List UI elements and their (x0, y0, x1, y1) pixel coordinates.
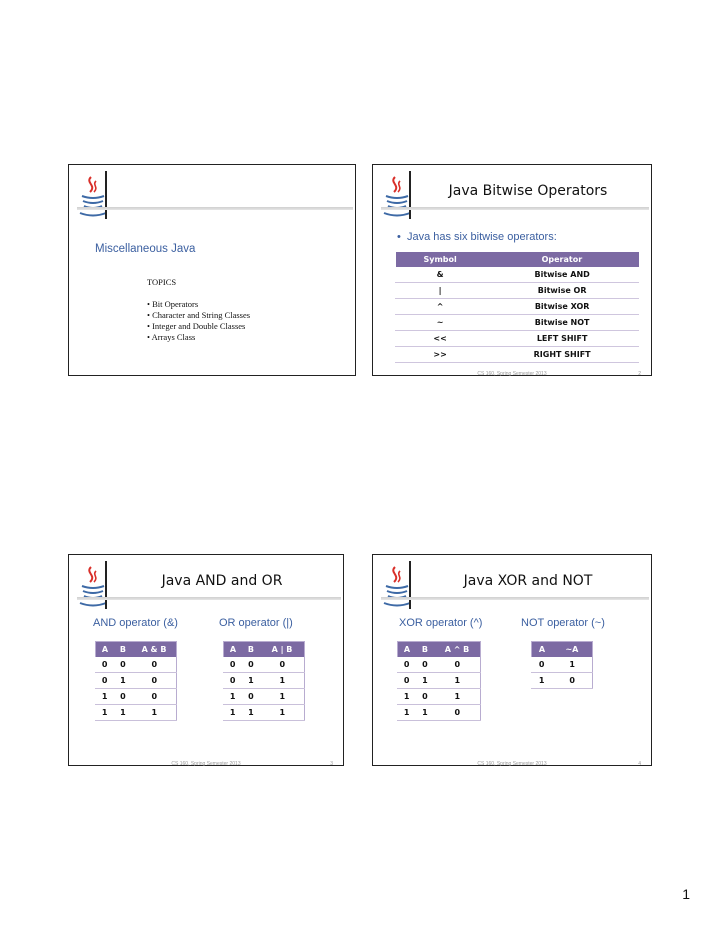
table-row: >> RIGHT SHIFT (396, 347, 640, 363)
slide-3 (68, 554, 344, 766)
table-row: 0 0 0 (398, 657, 481, 673)
col-header-symbol: Symbol (396, 252, 485, 267)
table-row: 0 0 0 (224, 657, 305, 673)
table-row: & Bitwise AND (396, 267, 640, 283)
table-row: 1 1 1 (224, 705, 305, 721)
slide-4 (372, 554, 652, 766)
table-row: 0 1 0 (96, 673, 177, 689)
footer-text: CS 160, Spring Semester 2013 (171, 761, 241, 767)
footer-page: 3 (330, 761, 333, 767)
not-operator-label: NOT operator (~) (521, 617, 605, 629)
topics-list (147, 277, 250, 343)
slide-2 (372, 164, 652, 376)
slide-title: Java XOR and NOT (463, 573, 593, 589)
footer-page: 4 (638, 761, 641, 767)
table-row: 0 1 1 (398, 673, 481, 689)
table-row: 1 0 1 (398, 689, 481, 705)
topic-item: • Arrays Class (147, 332, 196, 342)
or-operator-label: OR operator (|) (219, 617, 293, 629)
slide-1 (68, 164, 356, 376)
topic-item: • Integer and Double Classes (147, 321, 246, 331)
slide-title: Java AND and OR (161, 573, 283, 589)
bullet-text: • Java has six bitwise operators: (397, 231, 557, 243)
table-row: 0 1 1 (224, 673, 305, 689)
table-row: 1 1 1 (96, 705, 177, 721)
divider-vertical (409, 171, 411, 219)
table-row: << LEFT SHIFT (396, 331, 640, 347)
table-row: 1 1 0 (398, 705, 481, 721)
table-row: 1 0 1 (224, 689, 305, 705)
divider-horizontal (381, 207, 649, 210)
topic-item: • Character and String Classes (147, 310, 251, 320)
slide-title: Java Bitwise Operators (448, 183, 608, 199)
topics-label: TOPICS (147, 277, 177, 287)
table-row: ~ Bitwise NOT (396, 315, 640, 331)
divider-horizontal (381, 597, 649, 600)
and-truth-table: A B A & B 0 0 0 0 1 0 1 0 0 1 1 1 (95, 641, 177, 721)
table-row: 1 0 0 (96, 689, 177, 705)
divider-vertical (409, 561, 411, 609)
table-row: | Bitwise OR (396, 283, 640, 299)
col-header-operator: Operator (485, 252, 639, 267)
not-truth-table: A ~A 0 1 1 0 (531, 641, 593, 689)
and-operator-label: AND operator (&) (93, 617, 178, 629)
divider-horizontal (77, 207, 353, 210)
xor-truth-table: A B A ^ B 0 0 0 0 1 1 1 0 1 1 1 0 (397, 641, 481, 721)
footer-text: CS 160, Spring Semester 2013 (477, 761, 547, 767)
footer-page: 2 (638, 371, 641, 377)
table-row: 1 0 (532, 673, 593, 689)
page-number: 1 (682, 886, 690, 902)
xor-operator-label: XOR operator (^) (399, 617, 483, 629)
bullet-icon: • (397, 231, 407, 243)
divider-vertical (105, 561, 107, 609)
footer-text: CS 160, Spring Semester 2013 (477, 371, 547, 377)
divider-vertical (105, 171, 107, 219)
operators-table (395, 252, 639, 363)
table-row: 0 1 (532, 657, 593, 673)
or-truth-table: A B A | B 0 0 0 0 1 1 1 0 1 1 1 1 (223, 641, 305, 721)
topic-item: • Bit Operators (147, 299, 199, 309)
table-row: ^ Bitwise XOR (396, 299, 640, 315)
slide-heading: Miscellaneous Java (95, 243, 196, 255)
table-row: 0 0 0 (96, 657, 177, 673)
divider-horizontal (77, 597, 341, 600)
